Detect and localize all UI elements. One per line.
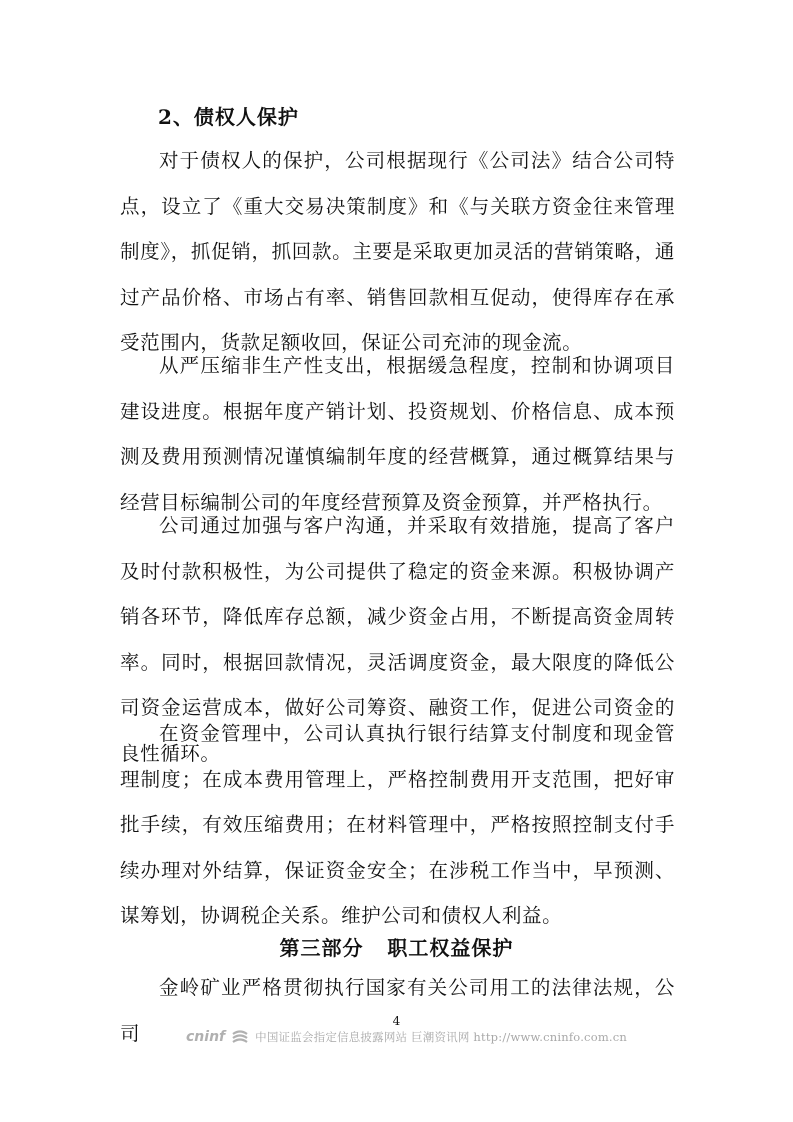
footer-text: 中国证监会指定信息披露网站 巨潮资讯网 http://www.cninfo.com.cn [255, 1030, 628, 1044]
section-heading: 2、债权人保护 [158, 105, 299, 129]
page-number: 4 [392, 1014, 401, 1028]
cninfo-logo-icon [231, 1029, 249, 1045]
paragraph-expense-control: 从严压缩非生产性支出，根据缓急程度，控制和协调项目建设进度。根据年度产销计划、投资规划、价格信息、成本预测及费用预测情况谨慎编制年度的经营概算，通过概算结果与经营目标编制公司的年度经营预算及资金预算，并严格执行。 [120, 354, 675, 514]
footer-logo-text: cninf [186, 1029, 226, 1045]
paragraph-fund-management: 在资金管理中，公司认真执行银行结算支付制度和现金管理制度；在成本费用管理上，严格控制费用开支范围，把好审批手续，有效压缩费用；在材料管理中，严格按照控制支付手续办理对外结算，保证资金安全；在涉税工作当中，早预测、谋筹划，协调税企关系。维护公司和债权人利益。 [120, 722, 675, 927]
paragraph-creditor-protection: 对于债权人的保护，公司根据现行《公司法》结合公司特点，设立了《重大交易决策制度》和《与关联方资金往来管理制度》，抓促销，抓回款。主要是采取更加灵活的营销策略，通过产品价格、市场占有率、销售回款相互促动，使得库存在承受范围内，货款足额收回，保证公司充沛的现金流。 [120, 149, 675, 354]
paragraph-employee-rights: 金岭矿业严格贯彻执行国家有关公司用工的法律法规，公司 [120, 976, 675, 1045]
footer-banner [186, 1027, 627, 1047]
part-title: 第三部分 职工权益保护 [279, 936, 514, 960]
paragraph-customer-payment: 公司通过加强与客户沟通，并采取有效措施，提高了客户及时付款积极性，为公司提供了稳定的资金来源。积极协调产销各环节，降低库存总额，减少资金占用，不断提高资金周转率。同时，根据回款情况，灵活调度资金，最大限度的降低公司资金运营成本，做好公司筹资、融资工作，促进公司资金的良性循环。 [120, 514, 675, 765]
